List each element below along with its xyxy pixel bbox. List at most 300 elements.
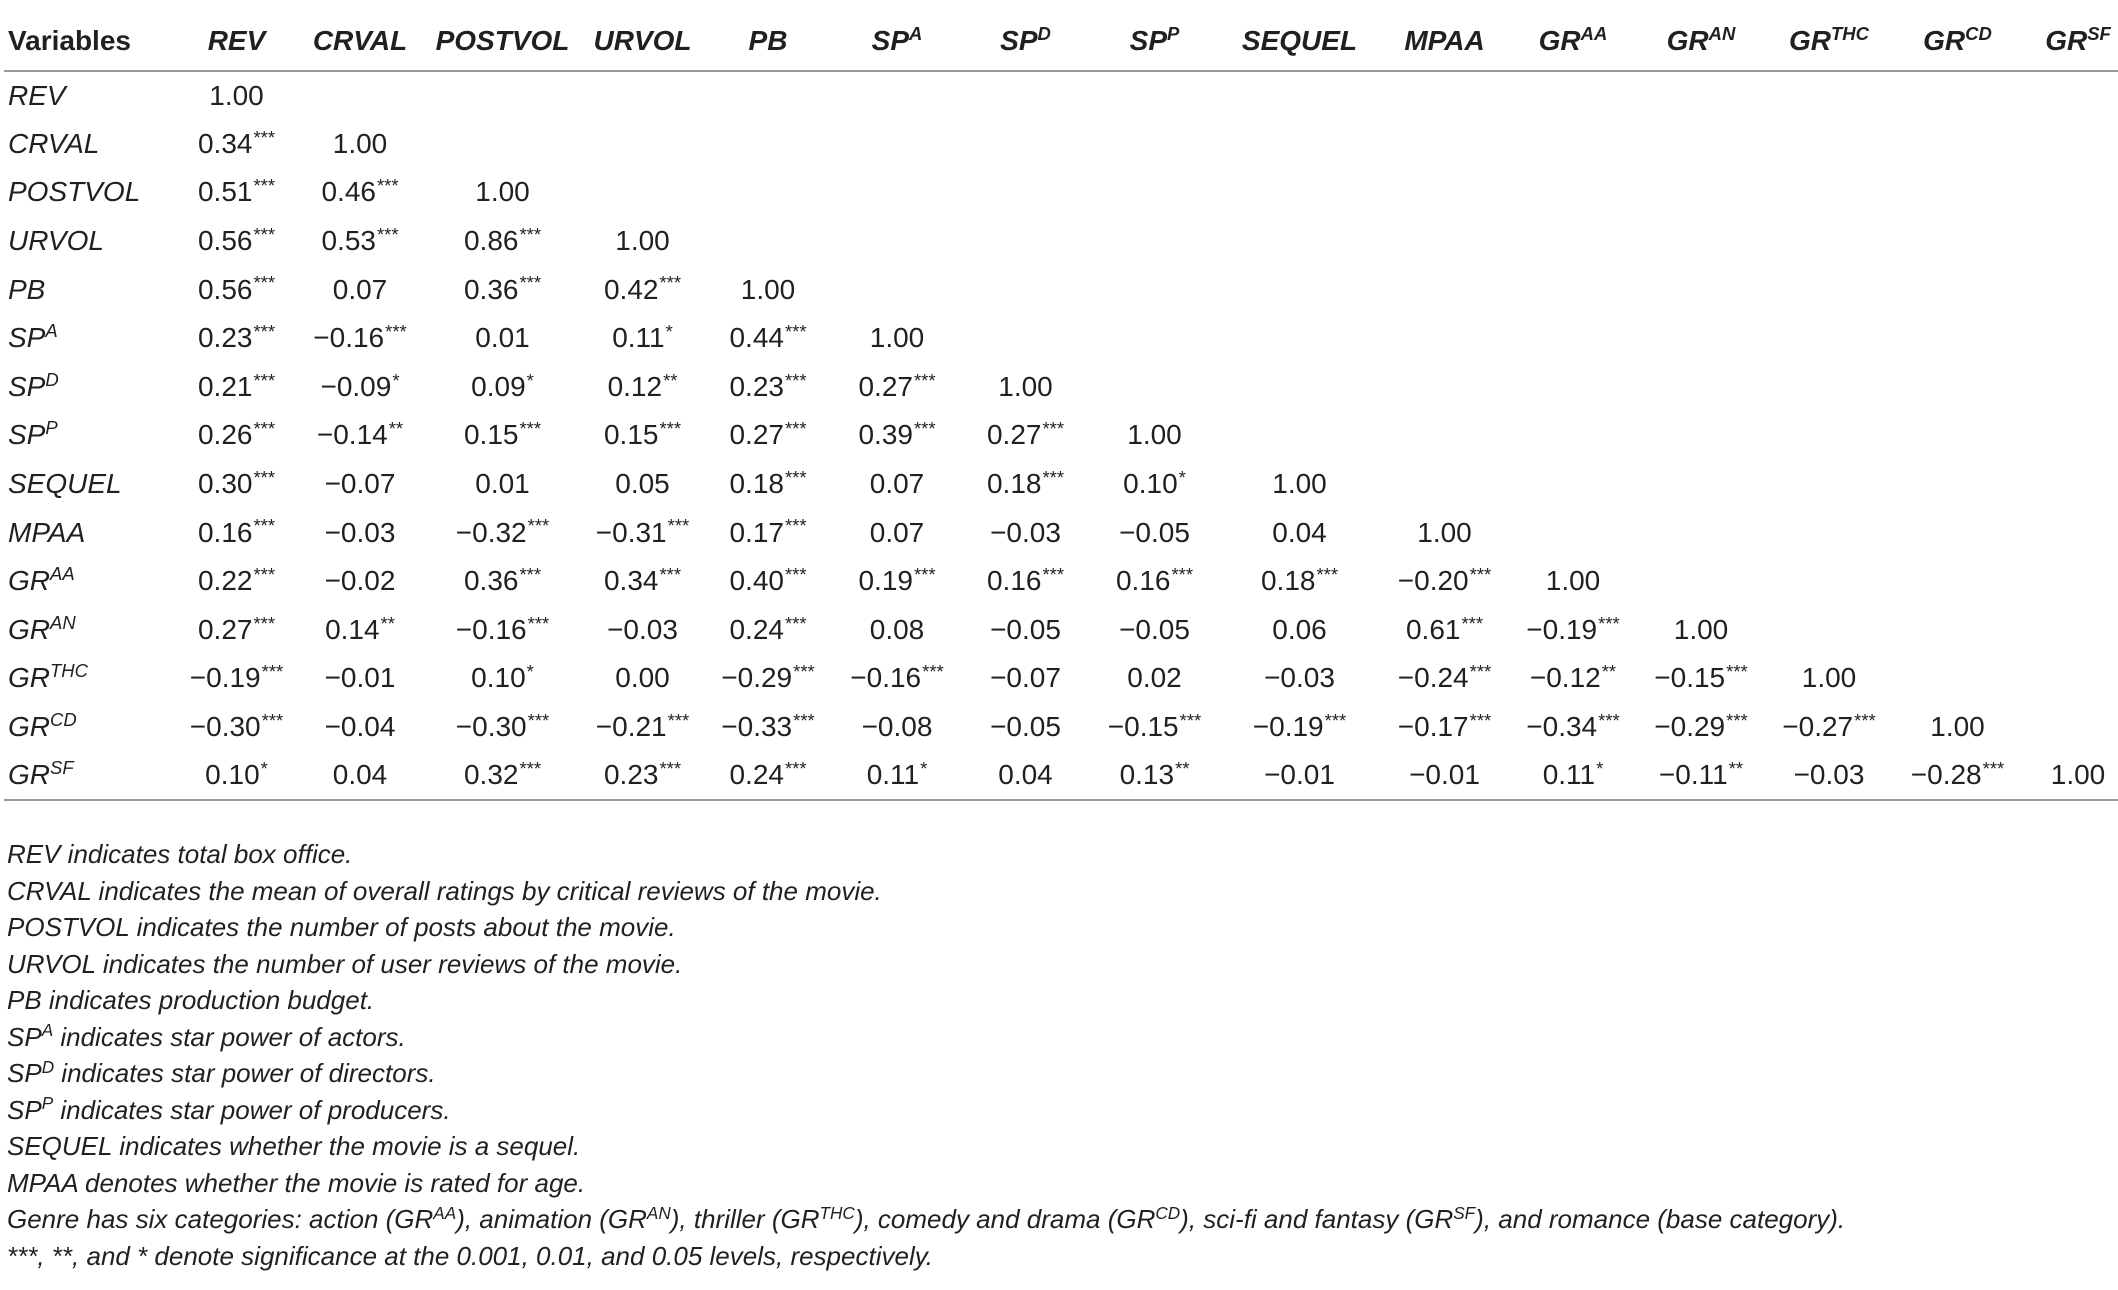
correlation-value: 1.00 <box>740 273 796 305</box>
correlation-value: −0.19 <box>1526 613 1598 645</box>
table-cell <box>2022 557 2118 606</box>
table-cell <box>703 71 833 120</box>
variable-name: CRVAL <box>312 25 408 56</box>
correlation-value: 1.00 <box>1930 711 1985 743</box>
table-cell <box>2022 460 2118 509</box>
table-cell <box>1637 557 1765 606</box>
table-cell <box>176 751 297 800</box>
table-cell <box>423 314 582 363</box>
table-cell <box>961 751 1090 800</box>
significance-stars: ** <box>380 612 395 634</box>
footnote-line <box>7 982 2107 1019</box>
table-row <box>4 363 2118 412</box>
footnote-text: SP <box>7 1058 42 1088</box>
table-cell <box>1637 411 1765 460</box>
significance-stars: *** <box>519 223 542 245</box>
table-cell <box>1380 751 1509 800</box>
table-cell <box>1893 751 2022 800</box>
table-cell <box>1765 654 1893 703</box>
table-cell <box>703 314 833 363</box>
table-cell <box>703 460 833 509</box>
significance-stars: *** <box>659 418 682 440</box>
table-cell <box>1219 363 1380 412</box>
correlation-value: 1.00 <box>1673 613 1729 645</box>
significance-stars: *** <box>253 564 276 585</box>
correlation-value: −0.05 <box>990 711 1061 743</box>
correlation-value: −0.01 <box>1264 759 1335 791</box>
correlation-value: −0.03 <box>1793 759 1865 791</box>
variable-name: SP <box>8 322 46 354</box>
table-cell <box>1380 217 1509 266</box>
footnote-text: URVOL indicates the number of user reviews of the movie. <box>7 948 683 979</box>
table-cell <box>1765 411 1893 460</box>
table-cell <box>833 314 961 363</box>
row-label <box>4 71 176 120</box>
table-cell <box>297 217 423 266</box>
variable-name: SEQUEL <box>1241 25 1358 56</box>
correlation-value: 0.24 <box>729 613 784 645</box>
row-label <box>4 654 176 703</box>
table-cell <box>1893 71 2022 120</box>
column-header <box>1893 12 2022 71</box>
table-row <box>4 751 2118 800</box>
table-cell <box>1380 314 1509 363</box>
correlation-value: −0.15 <box>1654 662 1726 694</box>
column-header <box>833 12 961 71</box>
table-cell <box>833 654 961 703</box>
footnote-text: Genre has six categories: action (GR <box>7 1204 434 1234</box>
correlation-value: 0.42 <box>603 273 659 305</box>
table-cell <box>961 460 1090 509</box>
table-cell <box>423 460 582 509</box>
row-label <box>4 120 176 169</box>
table-cell <box>833 120 961 169</box>
table-cell <box>423 703 582 752</box>
variable-name: GR <box>1666 25 1709 56</box>
table-cell <box>1765 71 1893 120</box>
significance-stars: *** <box>659 757 682 779</box>
table-cell <box>2022 71 2118 120</box>
significance-stars: *** <box>913 369 936 391</box>
table-cell <box>703 363 833 412</box>
significance-stars: *** <box>659 272 682 294</box>
correlation-value: 0.34 <box>197 127 253 159</box>
variable-superscript: A <box>909 22 923 44</box>
table-cell <box>1090 411 1219 460</box>
correlation-value: 0.15 <box>463 419 519 451</box>
correlation-value: −0.30 <box>455 711 527 743</box>
correlation-value: 0.27 <box>197 613 253 645</box>
significance-stars: *** <box>527 709 550 731</box>
variable-name: GR <box>2045 25 2088 56</box>
variable-superscript: AN <box>50 611 76 633</box>
correlation-value: 0.16 <box>1115 565 1171 597</box>
table-cell <box>2022 217 2118 266</box>
correlation-value: −0.04 <box>324 711 396 743</box>
table-cell <box>2022 265 2118 314</box>
table-cell <box>582 654 703 703</box>
table-cell <box>2022 363 2118 412</box>
significance-stars: *** <box>527 515 550 537</box>
significance-stars: *** <box>253 418 276 440</box>
significance-stars: *** <box>1042 564 1065 585</box>
table-cell <box>1893 265 2022 314</box>
correlation-value: 0.18 <box>986 468 1042 500</box>
table-row <box>4 606 2118 655</box>
significance-stars: *** <box>527 612 550 634</box>
table-cell <box>1893 168 2022 217</box>
table-cell <box>423 751 582 800</box>
table-cell <box>297 71 423 120</box>
table-cell <box>1380 411 1509 460</box>
variable-name: POSTVOL <box>435 25 570 56</box>
table-cell <box>1219 71 1380 120</box>
footnote-superscript: P <box>41 1093 54 1114</box>
table-row <box>4 71 2118 120</box>
table-cell <box>961 508 1090 557</box>
table-cell <box>1090 168 1219 217</box>
significance-stars: * <box>526 661 534 683</box>
correlation-value: 1.00 <box>332 127 388 159</box>
significance-stars: ** <box>1175 757 1190 779</box>
correlation-value: 0.44 <box>729 322 784 354</box>
table-cell <box>833 363 961 412</box>
table-cell <box>1219 120 1380 169</box>
table-cell <box>176 168 297 217</box>
significance-stars: *** <box>659 564 682 585</box>
table-cell <box>1765 557 1893 606</box>
significance-stars: *** <box>519 272 542 294</box>
significance-stars: *** <box>784 418 807 440</box>
correlation-value: 1.00 <box>1127 419 1182 451</box>
table-cell <box>833 168 961 217</box>
table-cell <box>1509 217 1637 266</box>
footnote-text: REV indicates total box office. <box>7 839 353 869</box>
significance-stars: *** <box>253 466 276 488</box>
table-cell <box>1380 120 1509 169</box>
variable-name: POSTVOL <box>8 176 141 208</box>
correlation-value: 1.00 <box>998 370 1053 402</box>
table-cell <box>1380 557 1509 606</box>
table-cell <box>1090 606 1219 655</box>
footnote-superscript: THC <box>819 1202 855 1223</box>
table-cell <box>297 508 423 557</box>
table-cell <box>703 751 833 800</box>
significance-stars: *** <box>519 757 542 779</box>
table-cell <box>423 71 582 120</box>
table-cell <box>423 411 582 460</box>
correlation-value: −0.02 <box>324 565 396 597</box>
correlation-value: −0.03 <box>1264 662 1335 694</box>
table-cell <box>176 120 297 169</box>
table-cell <box>1090 654 1219 703</box>
table-cell <box>297 120 423 169</box>
significance-stars: *** <box>1324 709 1347 731</box>
table-cell <box>1893 557 2022 606</box>
table-cell <box>833 751 961 800</box>
variable-superscript: A <box>45 320 58 342</box>
table-cell <box>1637 703 1765 752</box>
table-cell <box>1509 411 1637 460</box>
footnote-text: ***, **, and * denote significance at the 0.001, 0.01, and 0.05 levels, respectively. <box>7 1240 934 1271</box>
footnote-text: MPAA denotes whether the movie is rated for age. <box>7 1167 586 1198</box>
significance-stars: *** <box>1179 709 1202 731</box>
column-header <box>1219 12 1380 71</box>
significance-stars: *** <box>784 757 807 779</box>
table-cell <box>703 557 833 606</box>
correlation-value: −0.09 <box>320 370 392 402</box>
table-cell <box>703 508 833 557</box>
table-cell <box>833 217 961 266</box>
table-cell <box>1637 654 1765 703</box>
footnote-text: indicates star power of producers. <box>53 1094 451 1125</box>
column-header <box>703 12 833 71</box>
table-cell <box>703 606 833 655</box>
table-cell <box>297 654 423 703</box>
table-cell <box>1765 703 1893 752</box>
footnote-text: ), animation (GR <box>456 1204 647 1234</box>
correlation-value: 1.00 <box>615 225 670 257</box>
variable-name: URVOL <box>593 25 692 56</box>
table-cell <box>582 265 703 314</box>
table-cell <box>1380 606 1509 655</box>
correlation-value: 0.04 <box>998 759 1053 791</box>
table-cell <box>582 557 703 606</box>
table-cell <box>1090 703 1219 752</box>
table-cell <box>1090 751 1219 800</box>
variable-name: URVOL <box>8 225 104 257</box>
table-cell <box>1637 71 1765 120</box>
correlation-value: −0.21 <box>595 711 667 743</box>
table-cell <box>2022 120 2118 169</box>
correlation-value: 0.18 <box>729 468 784 500</box>
correlation-value: −0.01 <box>324 662 396 694</box>
column-header <box>961 12 1090 71</box>
table-cell <box>833 411 961 460</box>
table-cell <box>1380 460 1509 509</box>
table-row <box>4 217 2118 266</box>
footnote-text: indicates star power of directors. <box>54 1058 436 1088</box>
table-cell <box>961 363 1090 412</box>
correlation-value: −0.24 <box>1397 662 1469 694</box>
table-body <box>4 71 2118 800</box>
correlation-value: 0.17 <box>729 516 784 548</box>
table-cell <box>1765 168 1893 217</box>
table-cell <box>1637 508 1765 557</box>
table-cell <box>582 168 703 217</box>
table-cell <box>1219 314 1380 363</box>
correlation-value: 0.46 <box>321 176 376 208</box>
table-cell <box>1637 314 1765 363</box>
table-cell <box>703 120 833 169</box>
correlation-value: 0.14 <box>325 613 380 645</box>
table-cell <box>176 654 297 703</box>
correlation-value: 0.13 <box>1119 759 1175 791</box>
table-cell <box>1509 508 1637 557</box>
correlation-value: −0.15 <box>1107 711 1179 743</box>
footnote-text: indicates star power of actors. <box>53 1021 406 1052</box>
correlation-value: 1.00 <box>2050 759 2106 791</box>
table-cell <box>1893 703 2022 752</box>
correlation-value: 0.15 <box>603 419 659 451</box>
significance-stars: *** <box>784 369 807 391</box>
footnote-superscript: AN <box>646 1202 671 1223</box>
row-label <box>4 508 176 557</box>
correlation-value: −0.08 <box>861 711 933 743</box>
table-cell <box>297 751 423 800</box>
variable-superscript: THC <box>50 660 88 682</box>
table-cell <box>1380 168 1509 217</box>
table-cell <box>961 654 1090 703</box>
variable-name: GR <box>1789 25 1832 56</box>
correlation-value: 0.36 <box>463 273 519 305</box>
table-cell <box>2022 411 2118 460</box>
significance-stars: *** <box>1598 612 1620 634</box>
significance-stars: *** <box>1726 661 1748 683</box>
correlation-value: 0.04 <box>332 759 388 791</box>
correlation-value: 0.61 <box>1405 613 1461 645</box>
significance-stars: *** <box>519 564 542 585</box>
correlation-value: 0.11 <box>866 759 920 791</box>
table-cell <box>1509 703 1637 752</box>
significance-stars: ** <box>663 369 678 391</box>
footnote-line <box>7 1238 2107 1275</box>
significance-stars: *** <box>1469 661 1492 683</box>
footnote-line <box>7 1165 2107 1202</box>
table-cell <box>423 654 582 703</box>
correlation-value: 0.07 <box>332 273 388 305</box>
row-label <box>4 703 176 752</box>
variable-name: GR <box>8 613 50 645</box>
correlation-value: 0.56 <box>197 273 253 305</box>
table-cell <box>582 411 703 460</box>
table-cell <box>1637 168 1765 217</box>
correlation-value: 1.00 <box>209 79 264 111</box>
correlation-value: −0.29 <box>721 662 793 694</box>
table-cell <box>582 751 703 800</box>
footnote-line <box>7 1201 2107 1238</box>
footnote-line <box>7 1019 2107 1056</box>
correlation-value: −0.16 <box>313 322 385 354</box>
row-label <box>4 751 176 800</box>
footnote-text: PB indicates production budget. <box>7 985 375 1015</box>
table-cell <box>297 703 423 752</box>
column-header <box>1509 12 1637 71</box>
table-cell <box>1380 265 1509 314</box>
variable-name: CRVAL <box>8 127 100 159</box>
table-cell <box>582 606 703 655</box>
column-header <box>582 12 703 71</box>
table-cell <box>2022 508 2118 557</box>
variable-superscript: AN <box>1708 22 1736 44</box>
correlation-value: 0.34 <box>603 565 659 597</box>
table-cell <box>1090 363 1219 412</box>
significance-stars: *** <box>667 515 690 537</box>
table-row <box>4 703 2118 752</box>
table-cell <box>176 557 297 606</box>
table-cell <box>961 314 1090 363</box>
table-cell <box>1219 460 1380 509</box>
variable-name: SP <box>8 370 46 402</box>
correlation-value: −0.32 <box>455 516 527 548</box>
table-cell <box>1219 654 1380 703</box>
table-cell <box>176 411 297 460</box>
table-cell <box>1380 703 1509 752</box>
table-cell <box>423 606 582 655</box>
table-cell <box>1090 71 1219 120</box>
table-cell <box>703 703 833 752</box>
correlation-value: 0.07 <box>869 516 925 548</box>
significance-stars: *** <box>913 418 936 440</box>
footnote-line <box>7 836 2107 873</box>
correlation-value: 0.27 <box>986 419 1042 451</box>
table-cell <box>1637 606 1765 655</box>
significance-stars: * <box>665 321 673 343</box>
variable-name: GR <box>8 711 50 743</box>
significance-stars: * <box>260 757 268 779</box>
table-cell <box>1893 508 2022 557</box>
table-cell <box>2022 314 2118 363</box>
significance-stars: *** <box>793 709 815 731</box>
correlation-value: 0.01 <box>475 322 530 354</box>
table-cell <box>582 460 703 509</box>
table-cell <box>961 557 1090 606</box>
table-cell <box>1765 460 1893 509</box>
correlation-value: 0.24 <box>729 759 784 791</box>
table-cell <box>961 411 1090 460</box>
table-cell <box>176 217 297 266</box>
column-header <box>176 12 297 71</box>
significance-stars: *** <box>784 515 807 537</box>
table-cell <box>423 363 582 412</box>
significance-stars: *** <box>253 223 276 245</box>
correlation-value: 0.06 <box>1272 613 1327 645</box>
row-label <box>4 363 176 412</box>
table-cell <box>582 71 703 120</box>
table-row <box>4 654 2118 703</box>
table-cell <box>1509 363 1637 412</box>
significance-stars: *** <box>253 369 276 391</box>
correlation-value: −0.03 <box>324 516 396 548</box>
footnote-text: ), and romance (base category). <box>1475 1204 1846 1234</box>
correlation-value: 0.51 <box>197 176 253 208</box>
table-cell <box>2022 751 2118 800</box>
significance-stars: * <box>1178 466 1186 488</box>
table-cell <box>1893 606 2022 655</box>
table-cell <box>1893 654 2022 703</box>
table-cell <box>1509 557 1637 606</box>
variable-superscript: D <box>1037 22 1051 44</box>
table-cell <box>1509 120 1637 169</box>
table-cell <box>423 217 582 266</box>
footnote-line <box>7 873 2107 910</box>
table-cell <box>1219 751 1380 800</box>
footnote-text: POSTVOL indicates the number of posts about the movie. <box>7 912 676 942</box>
correlation-value: 0.53 <box>321 225 376 257</box>
table-cell <box>833 265 961 314</box>
table-cell <box>1090 508 1219 557</box>
correlation-value: 1.00 <box>1417 516 1472 548</box>
correlation-value: 1.00 <box>1272 468 1327 500</box>
table-cell <box>582 363 703 412</box>
table-cell <box>2022 703 2118 752</box>
table-cell <box>582 314 703 363</box>
table-cell <box>1090 120 1219 169</box>
variable-superscript: CD <box>50 708 77 730</box>
variable-superscript: AA <box>1580 22 1608 44</box>
table-cell <box>1090 557 1219 606</box>
significance-stars: * <box>1596 757 1604 779</box>
